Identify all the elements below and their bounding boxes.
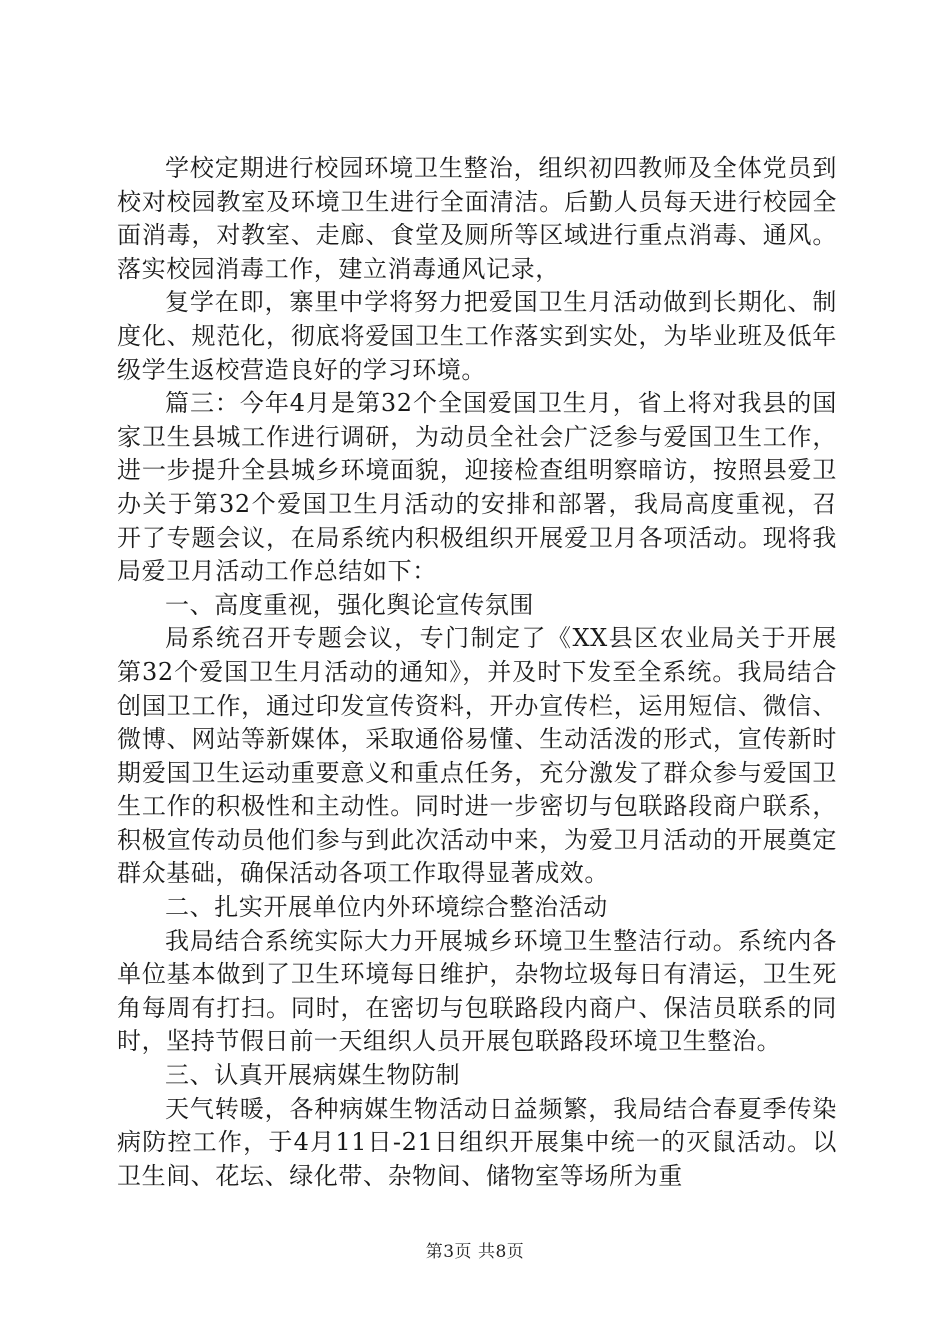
paragraph-school-reopening: 复学在即，寨里中学将努力把爱国卫生月活动做到长期化、制度化、规范化，彻底将爱国卫生工作落实到实处，为毕业班及低年级学生返校营造良好的学习环境。 xyxy=(117,288,837,384)
paragraph-environment-cleanup: 我局结合系统实际大力开展城乡环境卫生整洁行动。系统内各单位基本做到了卫生环境每日维护，杂物垃圾每日有清运，卫生死角每周有打扫。同时，在密切与包联路段内商户、保洁员联系的同时，坚持节假日前一天组织人员开展包联路段环境卫生整治。 xyxy=(117,926,837,1056)
document-body xyxy=(117,152,837,1193)
paragraph-vector-control: 天气转暖，各种病媒生物活动日益频繁，我局结合春夏季传染病防控工作，于4月11日-21日组织开展集中统一的灭鼠活动。以卫生间、花坛、绿化带、杂物间、储物室等场所为重 xyxy=(117,1094,837,1190)
section-heading-2: 二、扎实开展单位内外环境综合整治活动 xyxy=(165,893,608,922)
paragraph-part-three-intro: 篇三：今年4月是第32个全国爱国卫生月，省上将对我县的国家卫生县城工作进行调研，为动员全社会广泛参与爱国卫生工作，进一步提升全县城乡环境面貌，迎接检查组明察暗访，按照县爱卫办关于第32个爱国卫生月活动的安排和部署，我局高度重视，召开了专题会议，在局系统内积极组织开展爱卫月各项活动。现将我局爱卫月活动工作总结如下： xyxy=(117,389,837,586)
section-heading-3: 三、认真开展病媒生物防制 xyxy=(165,1061,461,1090)
section-heading-1: 一、高度重视，强化舆论宣传氛围 xyxy=(165,590,534,619)
paragraph-campus-cleaning: 学校定期进行校园环境卫生整治，组织初四教师及全体党员到校对校园教室及环境卫生进行全面清洁。后勤人员每天进行校园全面消毒，对教室、走廊、食堂及厕所等区域进行重点消毒、通风。落实校园消毒工作，建立消毒通风记录， xyxy=(117,154,837,283)
page-number-footer: 第3页 共8页 xyxy=(425,1242,525,1262)
paragraph-publicity: 局系统召开专题会议，专门制定了《XX县区农业局关于开展第32个爱国卫生月活动的通知》，并及时下发至全系统。我局结合创国卫工作，通过印发宣传资料，开办宣传栏，运用短信、微信、微博、网站等新媒体，采取通俗易懂、生动活泼的形式，宣传新时期爱国卫生运动重要意义和重点任务，充分激发了群众参与爱国卫生工作的积极性和主动性。同时进一步密切与包联路段商户联系，积极宣传动员他们参与到此次活动中来，为爱卫月活动的开展奠定群众基础，确保活动各项工作取得显著成效。 xyxy=(117,624,837,888)
